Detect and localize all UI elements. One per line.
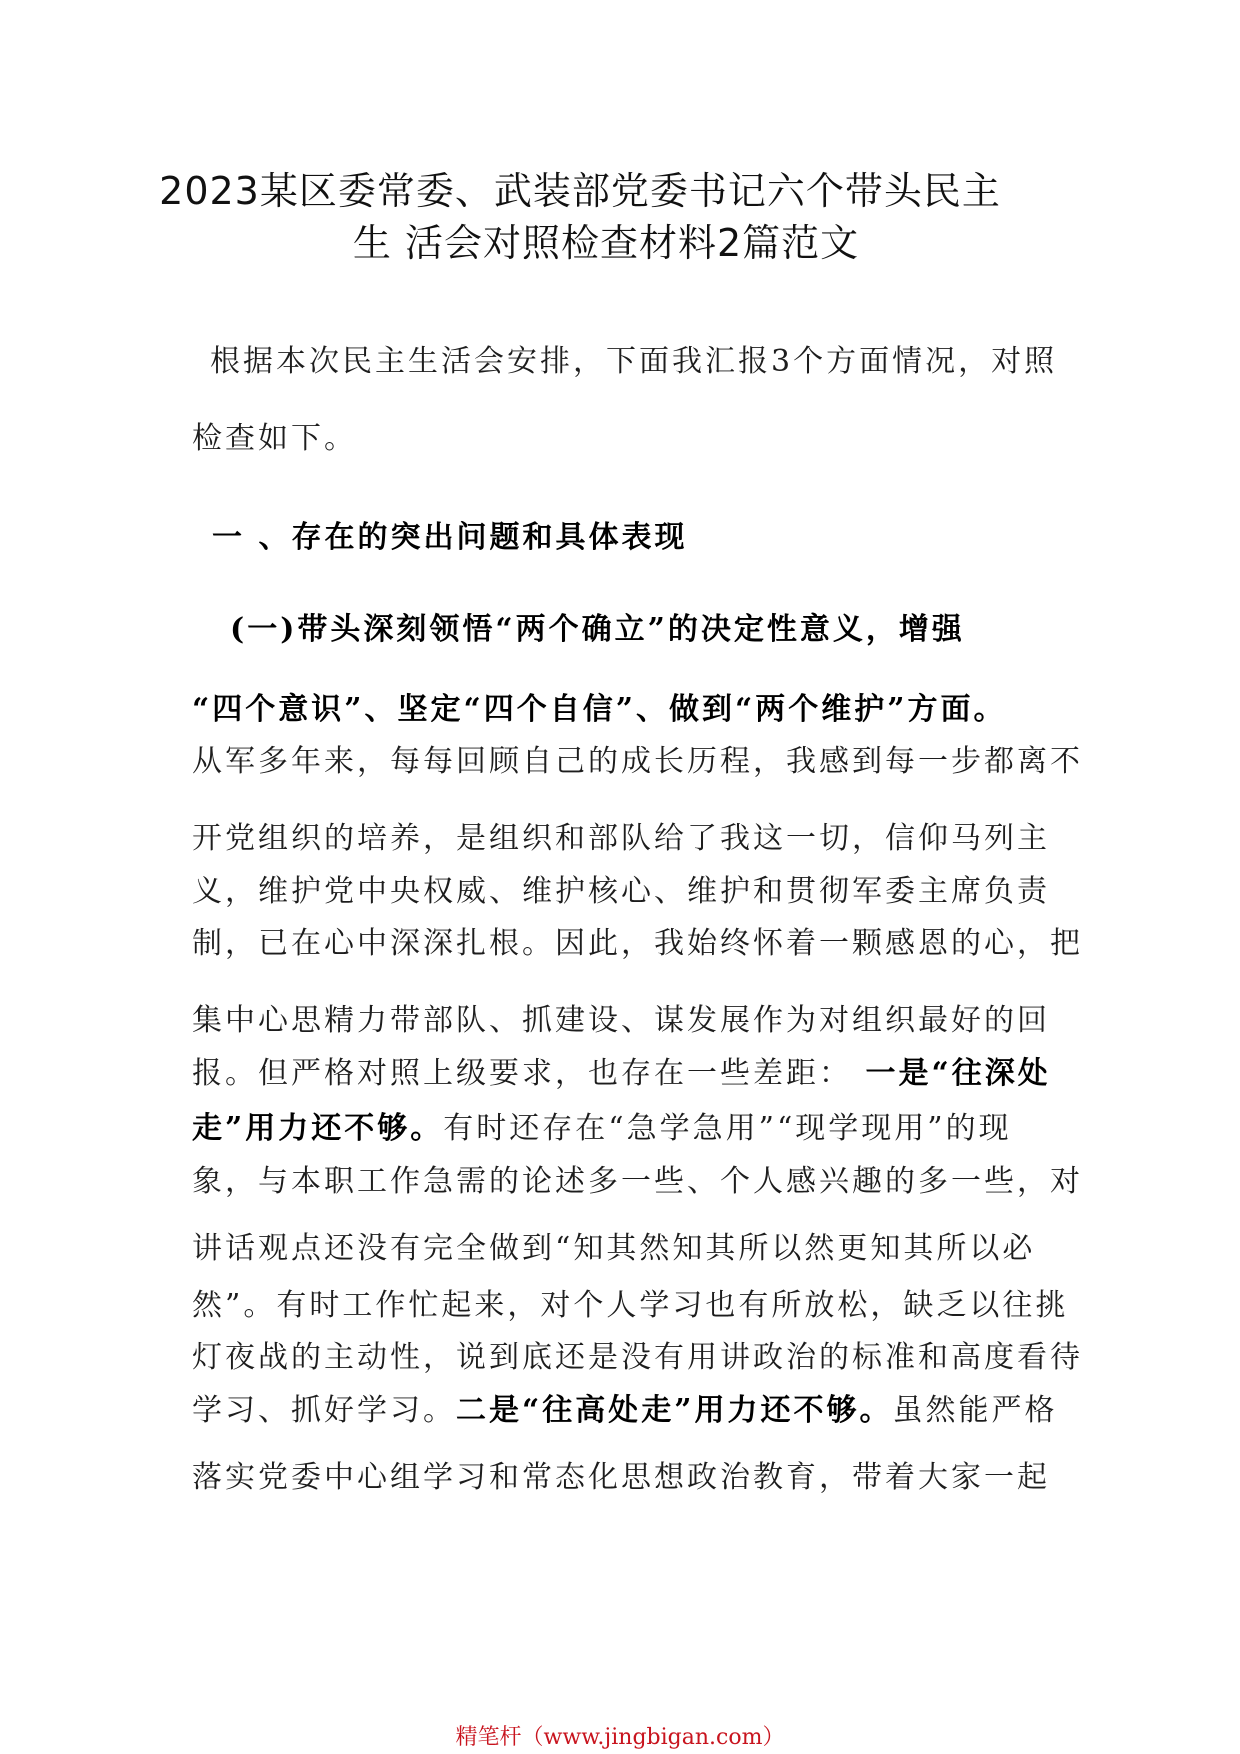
paragraph-1-line-4: 制，已在心中深深扎根。因此，我始终怀着一颗感恩的心，把	[192, 926, 1083, 961]
document-title-line-2: 生 活会对照检查材料2篇范文	[352, 221, 860, 265]
paragraph-1-line-6	[192, 1048, 1052, 1092]
paragraph-1-line-6-text: 报。但严格对照上级要求，也存在一些差距：	[192, 1056, 852, 1091]
subsection-1-heading-line-2: “四个意识”、坚定“四个自信”、做到“两个维护”方面。	[192, 692, 1007, 727]
point-2-heading: 二是“往高处走”用力还不够。	[456, 1393, 893, 1428]
paragraph-1-line-8: 象，与本职工作急需的论述多一些、个人感兴趣的多一些，对	[192, 1164, 1083, 1199]
footer-watermark-link[interactable]: 精笔杆（www.jingbigan.com）	[455, 1725, 785, 1750]
paragraph-1-line-5: 集中心思精力带部队、抓建设、谋发展作为对组织最好的回	[192, 1003, 1050, 1038]
paragraph-1-line-2: 开党组织的培养，是组织和部队给了我这一切，信仰马列主	[192, 821, 1050, 856]
point-1-heading-start: 一是“往深处	[852, 1056, 1051, 1091]
paragraph-1-line-3: 义，维护党中央权威、维护核心、维护和贯彻军委主席负责	[192, 874, 1050, 909]
paragraph-1-line-1: 从军多年来，每每回顾自己的成长历程，我感到每一步都离不	[192, 744, 1083, 779]
paragraph-1-line-12-text-a: 学习、抓好学习。	[192, 1393, 456, 1428]
point-1-heading-end: 走”用力还不够。	[192, 1111, 444, 1146]
document-title-line-1: 2023某区委常委、武装部党委书记六个带头民主	[159, 169, 1001, 213]
paragraph-1-line-12	[192, 1385, 1058, 1429]
intro-paragraph-line-2: 检查如下。	[192, 421, 357, 456]
paragraph-1-line-13: 落实党委中心组学习和常态化思想政治教育，带着大家一起	[192, 1460, 1050, 1495]
subsection-1-heading-line-1: (一)带头深刻领悟“两个确立”的决定性意义，增强	[230, 612, 965, 647]
paragraph-1-line-9: 讲话观点还没有完全做到“知其然知其所以然更知其所以必	[192, 1231, 1036, 1266]
intro-paragraph-line-1: 根据本次民主生活会安排，下面我汇报3个方面情况，对照	[210, 344, 1058, 379]
paragraph-1-line-12-text-b: 虽然能严格	[892, 1393, 1058, 1428]
paragraph-1-line-10: 然”。有时工作忙起来，对个人学习也有所放松，缺乏以往挑	[192, 1288, 1069, 1323]
section-1-heading: 一 、存在的突出问题和具体表现	[212, 520, 688, 555]
paragraph-1-line-7-text: 有时还存在“急学急用”“现学现用”的现	[443, 1111, 1012, 1146]
paragraph-1-line-11: 灯夜战的主动性，说到底还是没有用讲政治的标准和高度看待	[192, 1340, 1083, 1375]
paragraph-1-line-7	[192, 1103, 1052, 1147]
